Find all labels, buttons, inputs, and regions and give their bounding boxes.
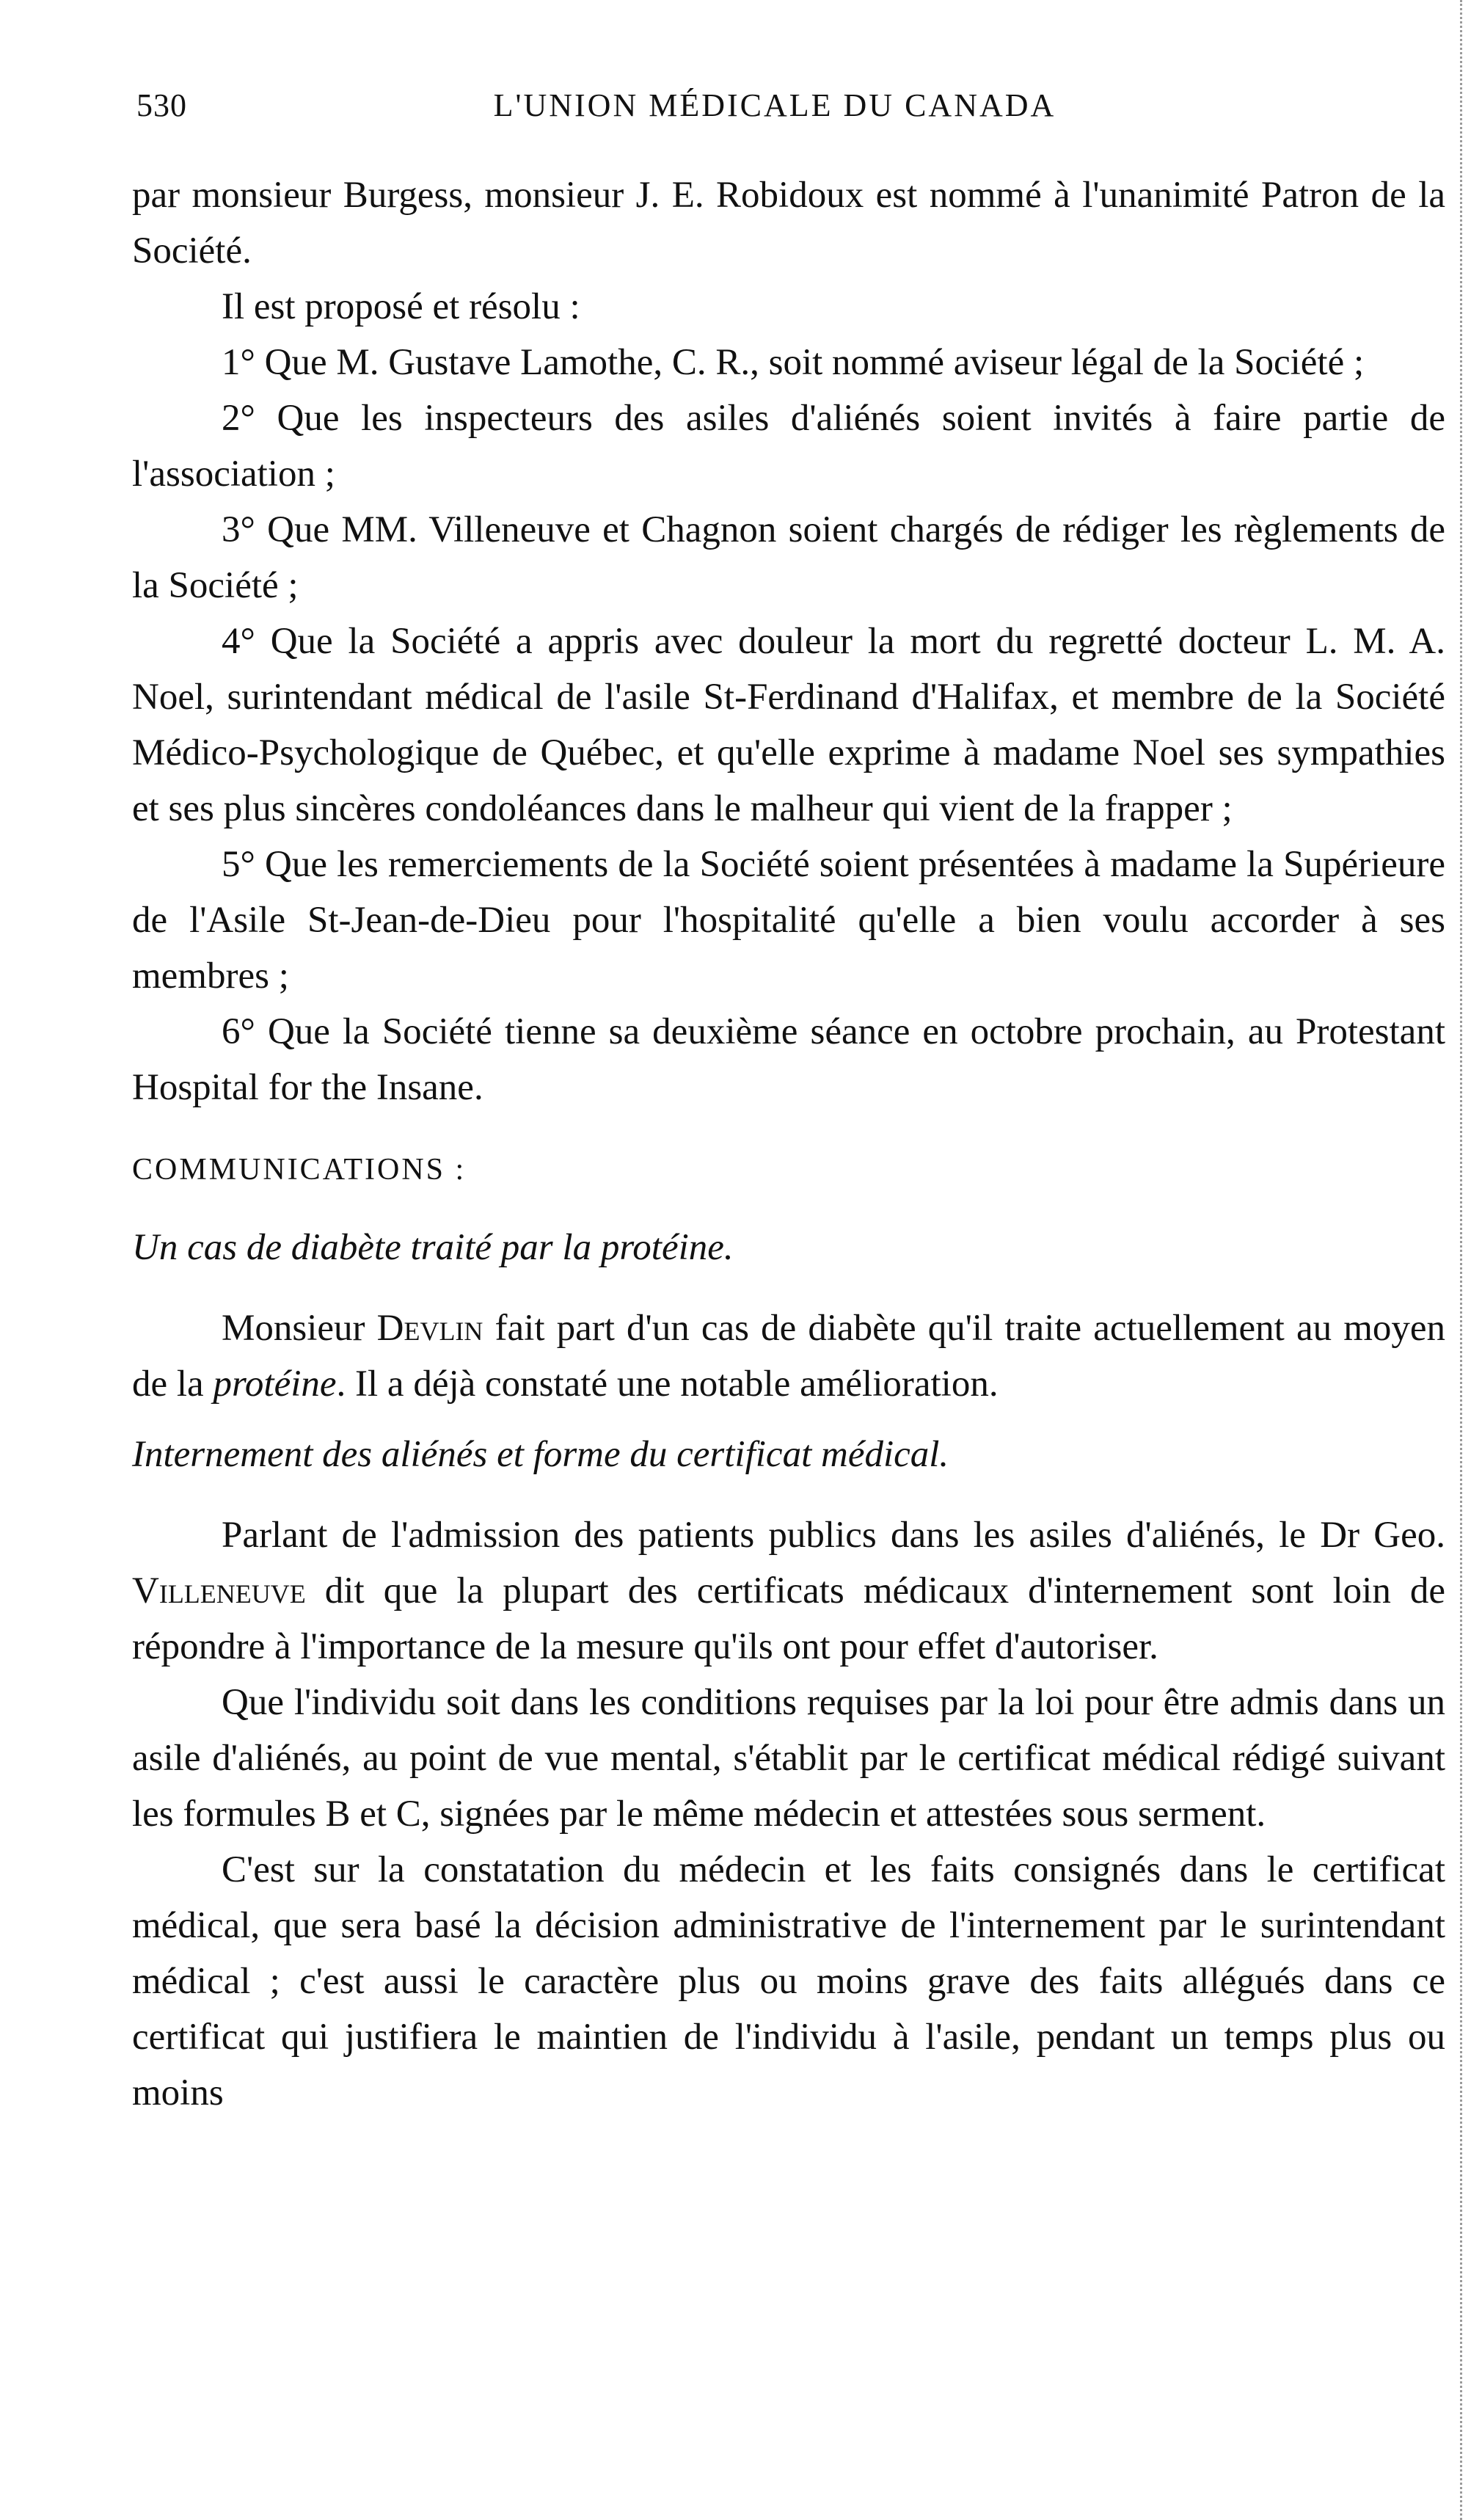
subheading-internement: Internement des aliénés et forme du certificat médical. [132,1434,949,1475]
text-segment: Monsieur [222,1308,377,1349]
text-segment: fait part d'un cas de diabète qu'il traite actuellement au moyen de la [132,1308,1446,1405]
body-text [132,167,1445,2121]
resolution-5: 5° Que les remerciements de la Société soient présentées à madame la Supérieure de l'Asile St-Jean-de-Dieu pour l'hospitalité qu'elle a bien voulu accorder à ses membres ; [132,844,1445,997]
term-proteine: protéine [213,1363,337,1405]
page-header [136,87,1413,138]
scan-margin-dots [1456,0,1462,2520]
paragraph-proposal: Il est proposé et résolu : [222,286,580,327]
resolution-4: 4° Que la Société a appris avec douleur la mort du regretté docteur L. M. A. Noel, surintendant médical de l'asile St-Ferdinand d'Halifax, et membre de la Société Médico-Psychologique de Québec, et qu'elle exprime à madame Noel ses sympathies et ses plus sincères condoléances dans le malheur qui vient de la frapper ; [132,621,1445,829]
section-heading-communications: COMMUNICATIONS : [132,1153,467,1187]
paragraph-patron: par monsieur Burgess, monsieur J. E. Robidoux est nommé à l'unanimité Patron de la Société. [132,175,1445,272]
text-segment: . Il a déjà constaté une notable amélioration. [336,1363,999,1405]
resolution-1: 1° Que M. Gustave Lamothe, C. R., soit nommé aviseur légal de la Société ; [222,342,1365,383]
resolution-6: 6° Que la Société tienne sa deuxième séance en octobre prochain, au Protestant Hospital for the Insane. [132,1011,1445,1108]
running-title: L'UNION MÉDICALE DU CANADA [493,87,1056,123]
paragraph-devlin [132,1300,1445,1412]
text-segment: Parlant de l'admission des patients publics dans les asiles d'aliénés, le Dr Geo. [222,1515,1445,1556]
paragraph-conditions: Que l'individu soit dans les conditions requises par la loi pour être admis dans un asile d'aliénés, au point de vue mental, s'établit par le certificat médical rédigé suivant les formules B et C, signées par le même médecin et attestées sous serment. [132,1682,1445,1835]
author-name-villeneuve: Villeneuve [132,1570,306,1612]
paragraph-constatation: C'est sur la constatation du médecin et les faits consignés dans le certificat médical, que sera basé la décision administrative de l'internement par le surintendant médical ; c'est aussi le caractère plus ou moins grave des faits allégués dans ce certificat qui justifiera le maintien de l'individu à l'asile, pendant un temps plus ou moins [132,1849,1445,2113]
text-segment: dit que la plupart des certificats médicaux d'internement sont loin de répondre à l'importance de la mesure qu'ils ont pour effet d'autoriser. [132,1570,1445,1667]
resolution-2: 2° Que les inspecteurs des asiles d'aliénés soient invités à faire partie de l'association ; [132,398,1445,495]
resolution-3: 3° Que MM. Villeneuve et Chagnon soient chargés de rédiger les règlements de la Société ; [132,509,1445,606]
author-name-devlin: Devlin [376,1308,483,1349]
page-number: 530 [136,87,187,123]
subheading-diabetes: Un cas de diabète traité par la protéine. [132,1227,734,1268]
paragraph-villeneuve [132,1507,1445,1675]
